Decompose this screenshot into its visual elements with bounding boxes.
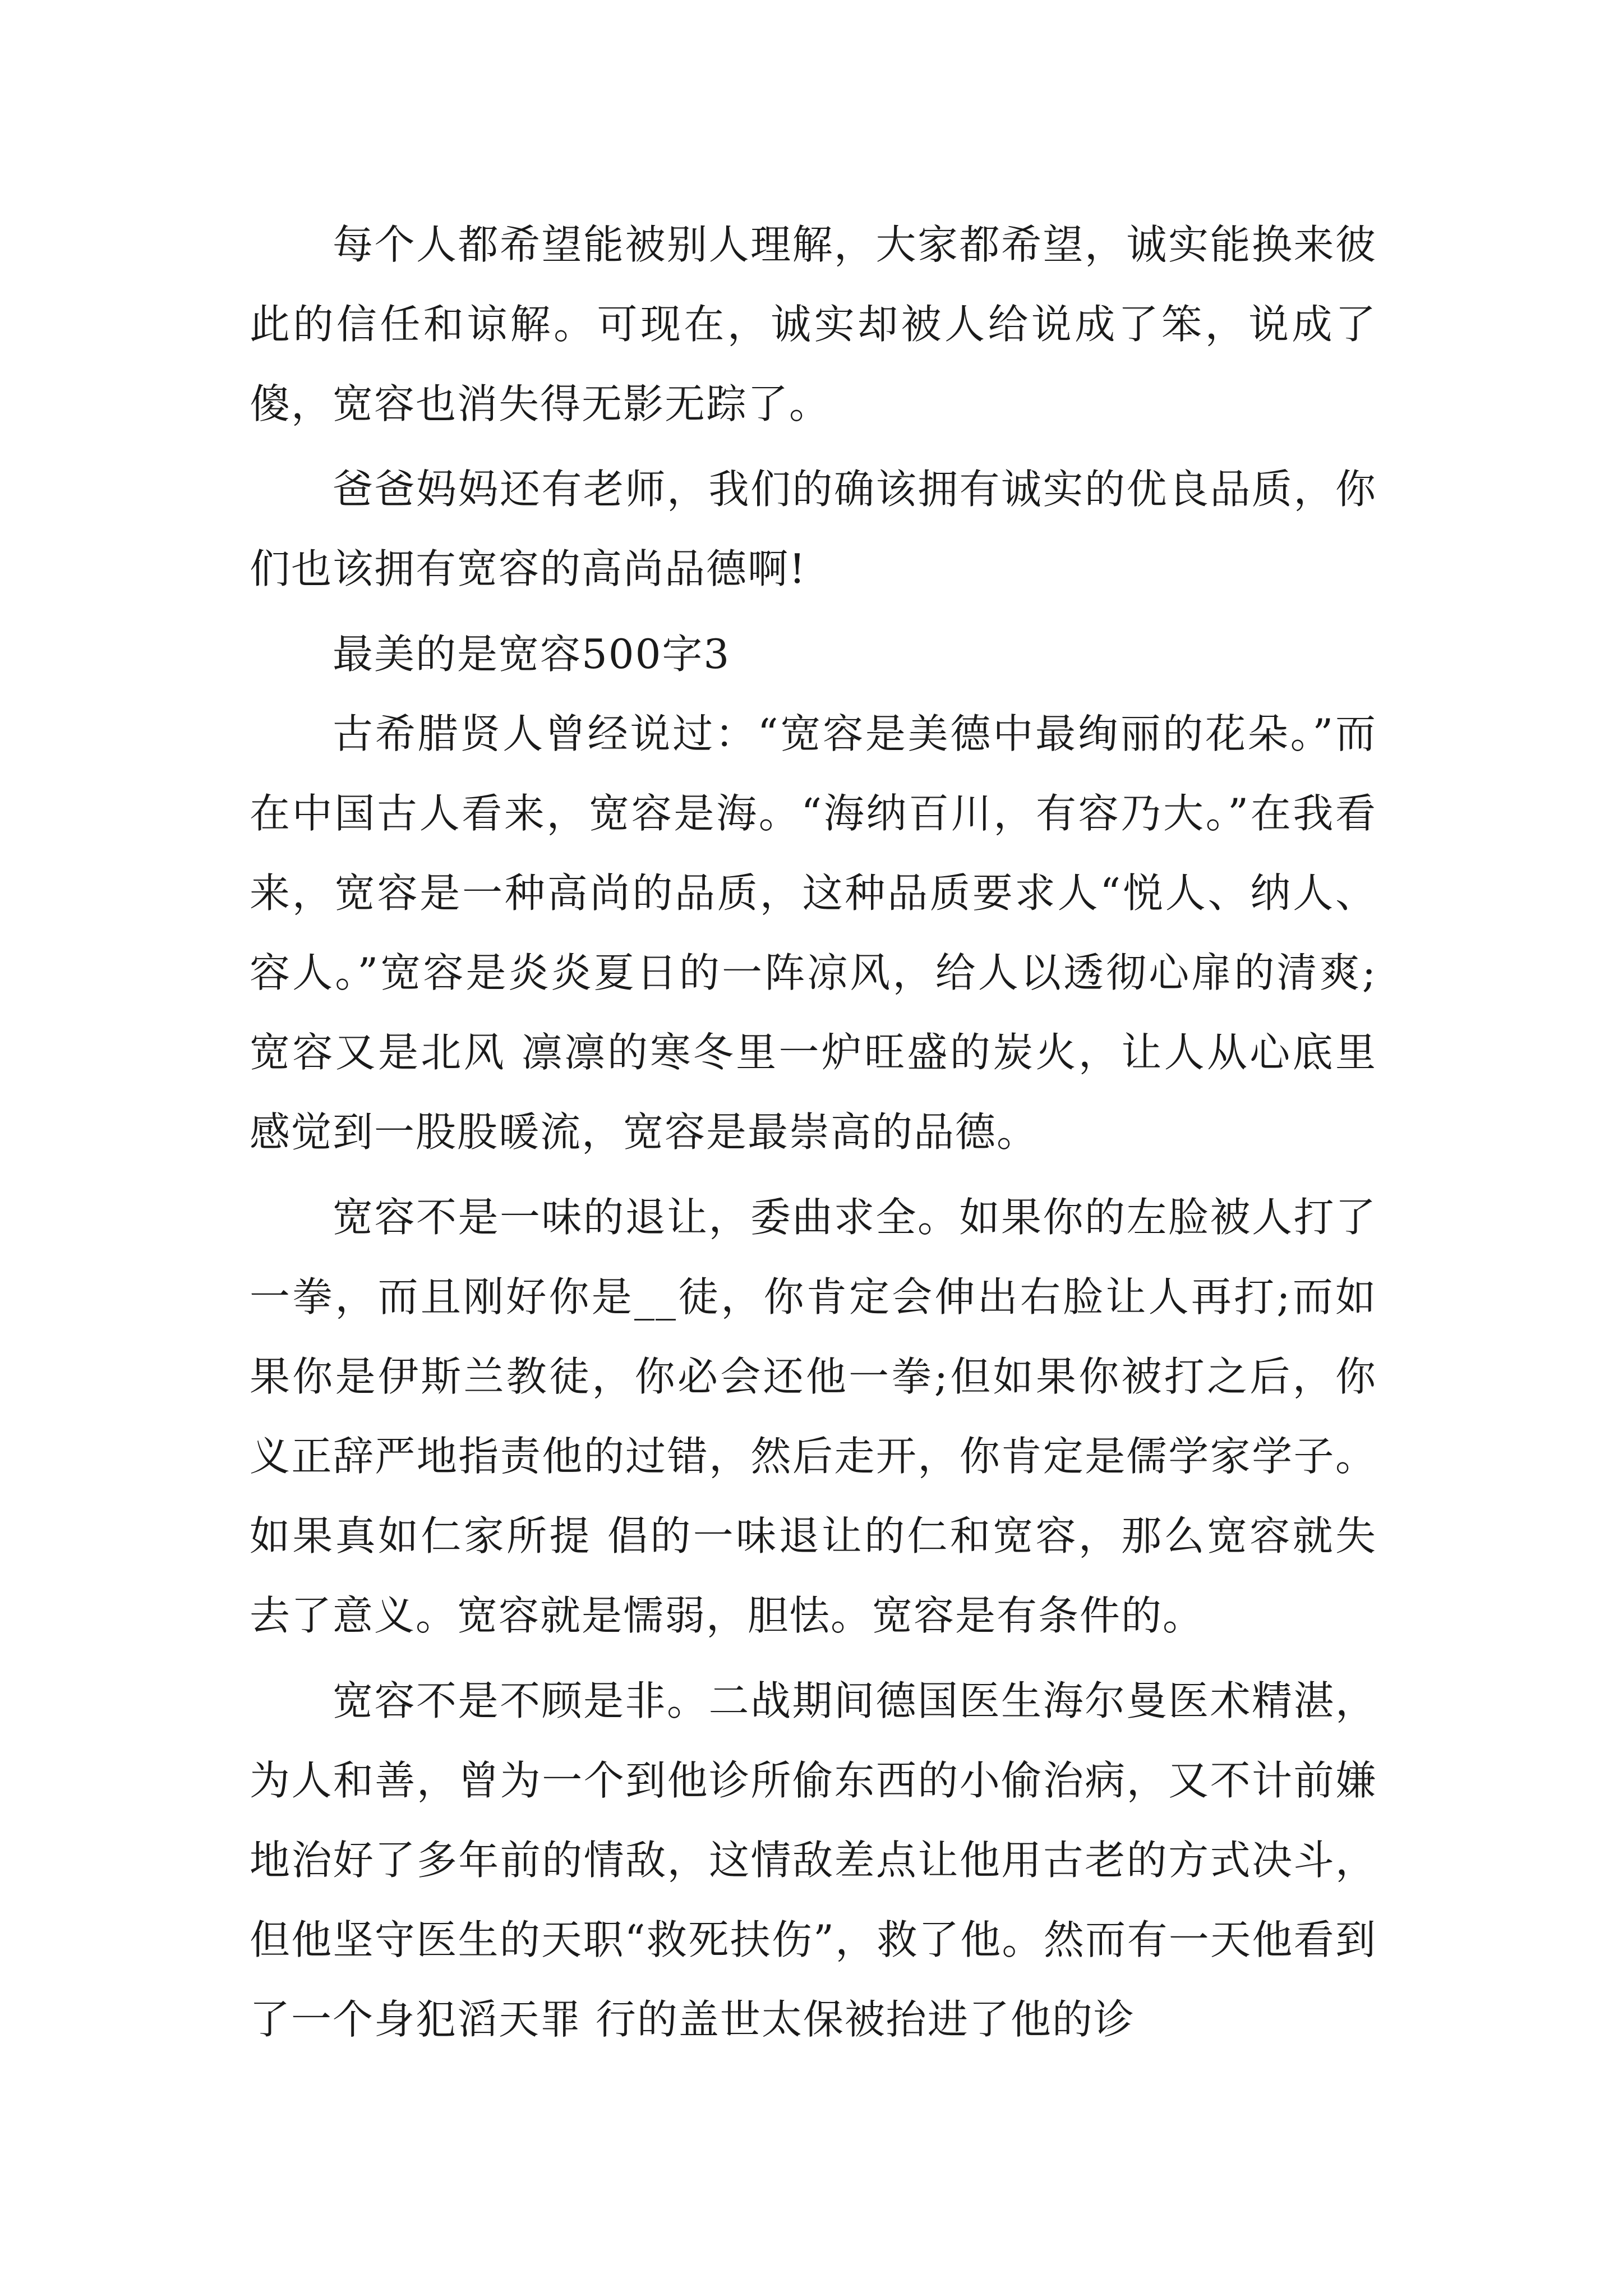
document-body	[250, 205, 1377, 2059]
paragraph-3: 古希腊贤人曾经说过：“宽容是美德中最绚丽的花朵。”而在中国古人看来，宽容是海。“海纳百川，有容乃大。”在我看来，宽容是一种高尚的品质，这种品质要求人“悦人、纳人、容人。”宽容是炎炎夏日的一阵凉风，给人以透彻心扉的清爽;宽容又是北风 凛凛的寒冬里一炉旺盛的炭火，让人从心底里感觉到一股股暖流，宽容是最崇高的品德。	[250, 710, 1377, 1156]
paragraph-4: 宽容不是一味的退让，委曲求全。如果你的左脸被人打了一拳，而且刚好你是__徒，你肯定会伸出右脸让人再打;而如果你是伊斯兰教徒，你必会还他一拳;但如果你被打之后，你义正辞严地指责他的过错，然后走开，你肯定是儒学家学子。如果真如仁家所提 倡的一味退让的仁和宽容，那么宽容就失去了意义。宽容就是懦弱，胆怯。宽容是有条件的。	[250, 1194, 1377, 1639]
section-heading: 最美的是宽容500字3	[333, 631, 731, 678]
paragraph-5: 宽容不是不顾是非。二战期间德国医生海尔曼医术精湛，为人和善，曾为一个到他诊所偷东西的小偷治病，又不计前嫌地治好了多年前的情敌，这情敌差点让他用古老的方式决斗，但他坚守医生的天职“救死扶伤”，救了他。然而有一天他看到了一个身犯滔天罪 行的盖世太保被抬进了他的诊	[250, 1677, 1377, 2043]
paragraph-2: 爸爸妈妈还有老师，我们的确该拥有诚实的优良品质，你们也该拥有宽容的高尚品德啊!	[250, 466, 1377, 592]
paragraph-1: 每个人都希望能被别人理解，大家都希望，诚实能换来彼此的信任和谅解。可现在，诚实却被人给说成了笨，说成了傻，宽容也消失得无影无踪了。	[250, 221, 1377, 427]
